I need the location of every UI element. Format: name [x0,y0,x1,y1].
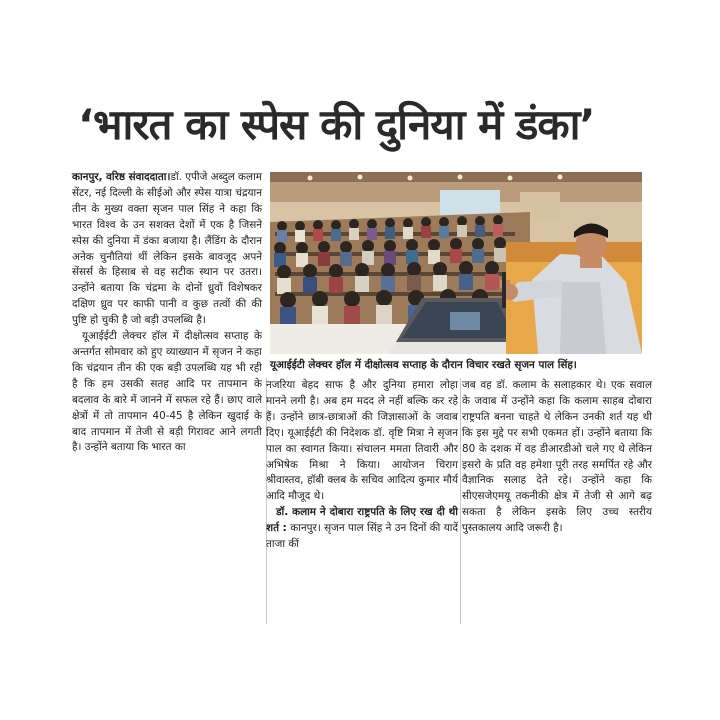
right-column [462,378,652,537]
photo-illustration [270,172,642,354]
column-divider-2 [460,378,461,624]
middle-paragraph-1: नजरिया बेहद साफ है और दुनिया हमारा लोहा मानने लगी है। अब हम मदद ले नहीं बल्कि कर रहे हैं। उन्होंने छात्र-छात्राओं की जिज्ञासाओं के जवाब दिए। यूआईईटी की निदेशक डॉ. वृष्टि मित्रा ने सृजन पाल का स्वागत किया। संचालन ममता तिवारी और अभिषेक मिश्रा ने किया। आयोजन चिराग श्रीवास्तव, हॉबी क्लब के सचिव आदित्य कुमार मौर्य आदि मौजूद थे। [266,379,458,503]
headline: ‘भारत का स्पेस की दुनिया में डंका’ [78,100,595,149]
middle-paragraph-2: डॉ. कलाम ने दोबारा राष्ट्रपति के लिए रख दी थी शर्त : कानपुर। सृजन पाल सिंह ने उन दिनों की यादें ताजा कीं [266,506,458,551]
right-paragraph-1: जब वह डॉ. कलाम के सलाहकार थे। एक सवाल के जवाब में उन्होंने कहा कि कलाम साहब दोबारा राष्ट्रपति बनना चाहते थे लेकिन उनकी शर्त यह थी कि इस मुद्दे पर सभी एकमत हों। उन्होंने बताया कि 80 के दशक में वह डीआरडीओ चले गए थे लेकिन इसरो के प्रति वह हमेशा पूरी तरह समर्पित रहे और वैज्ञानिक सलाह देते रहे। उन्होंने कहा कि सीएसजेएमयू तकनीकी क्षेत्र में तेजी से आगे बढ़ सकता है लेकिन इसके लिए उच्च स्तरीय पुस्तकालय आदि जरूरी है। [462,379,652,535]
left-column [72,170,262,456]
photo-caption: यूआईईटी लेक्चर हॉल में दीक्षोत्सव सप्ताह के दौरान विचार रखते सृजन पाल सिंह। [270,359,577,371]
middle-column [266,378,458,553]
subheading: डॉ. कलाम ने दोबारा राष्ट्रपति के लिए रख दी थी शर्त : [266,506,458,535]
dateline: कानपुर, वरिष्ठ संवाददाता। [72,171,171,183]
left-paragraph-1: कानपुर, वरिष्ठ संवाददाता।डॉ. एपीजे अब्दुल कलाम सेंटर, नई दिल्ली के सीईओ और स्पेस यात्रा चंद्रयान तीन के मुख्य वक्ता सृजन पाल सिंह ने कहा कि भारत विश्व के उन सशक्त देशों में एक है जिसने स्पेस की दुनिया में डंका बजाया है। लैंडिंग के दौरान अनेक चुनौतियां थीं लेकिन इसके बावजूद अपने सेंसर्स के हिसाब से वह सटीक स्थान पर उतरा। उन्होंने बताया कि चंद्रमा के दोनों ध्रुवों विशेषकर दक्षिण ध्रुव पर काफी पानी व कुछ तत्वों की की पुष्टि हो चुकी है जो बड़ी उपलब्धि है। [72,171,262,327]
lecture-hall-photo [270,172,642,354]
left-paragraph-2: यूआईईटी लेक्चर हॉल में दीक्षोत्सव सप्ताह के अन्तर्गत सोमवार को हुए व्याख्यान में सृजन ने कहा कि चंद्रयान तीन की एक बड़ी उपलब्धि यह भी रही है कि हम उसकी सतह आदि पर तापमान के बदलाव के बारे में जानने में सफल रहे हैं। छाए वाले क्षेत्रों में तो तापमान 40-45 है लेकिन खुदाई के बाद तापमान में तेजी से बड़ी गिरावट आने लगती है। उन्होंने बताया कि भारत का [72,330,262,454]
